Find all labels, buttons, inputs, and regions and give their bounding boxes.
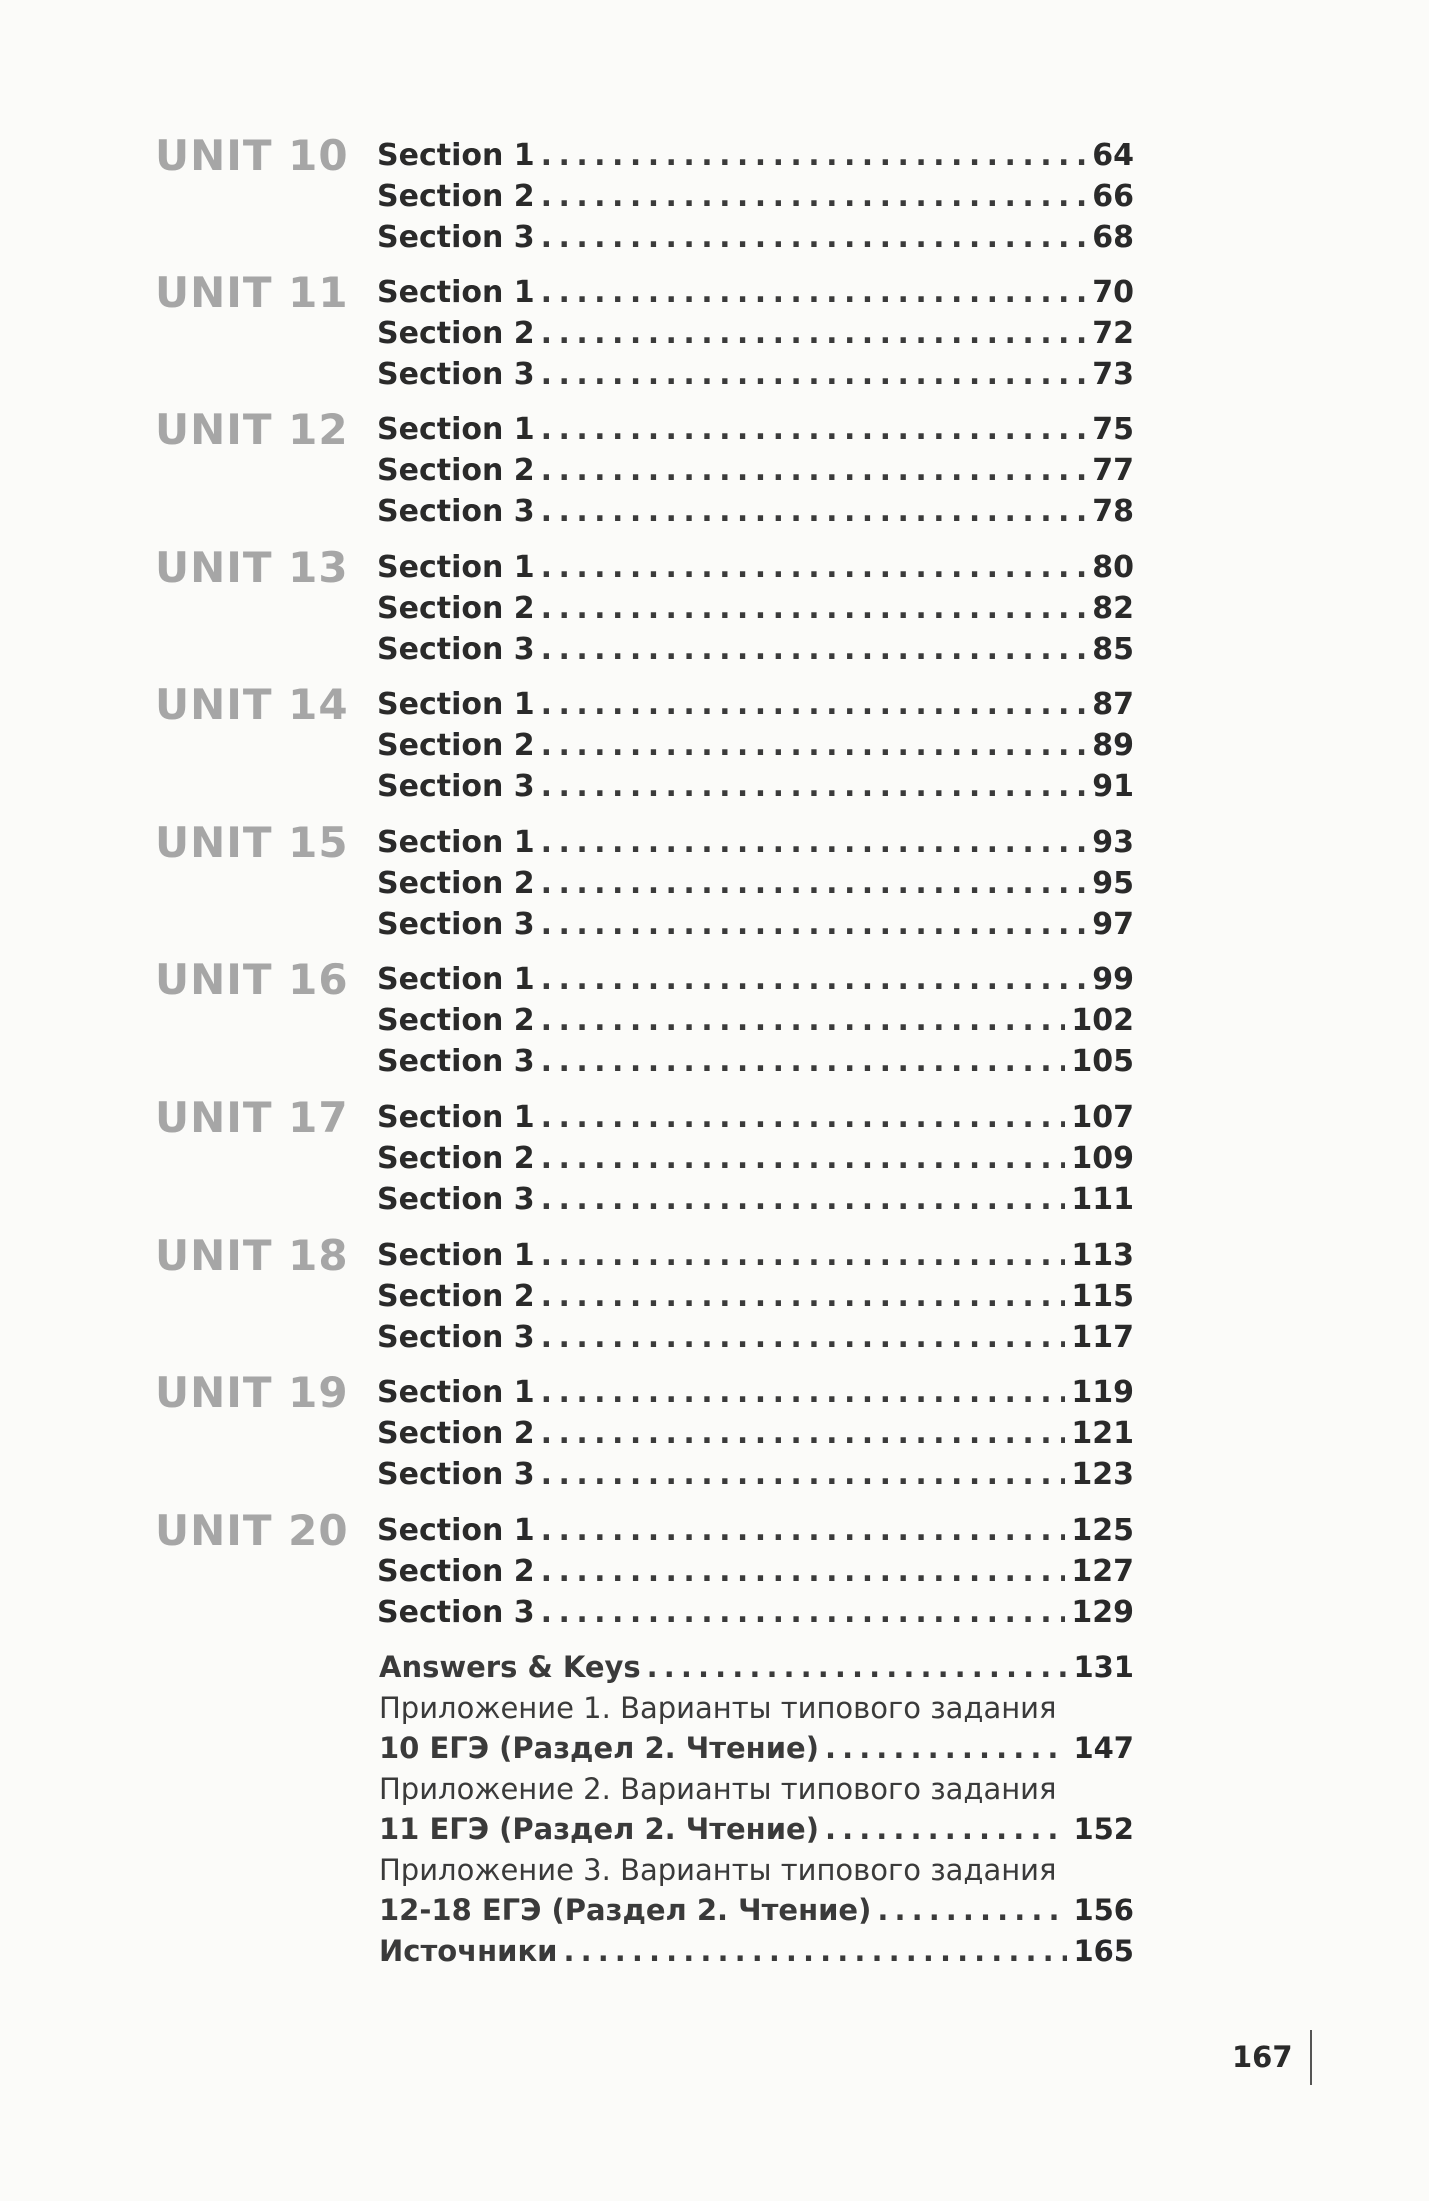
unit-title: UNIT 14 [155, 680, 349, 729]
section-label: Section 1 [377, 1238, 535, 1273]
section-label: Section 1 [377, 1513, 535, 1548]
section-label: Section 3 [377, 1182, 535, 1217]
unit-title: UNIT 15 [155, 818, 349, 867]
page-ref: 93 [1092, 825, 1134, 860]
page-ref: 87 [1092, 687, 1134, 722]
dot-leader [541, 822, 1087, 863]
page-ref: 95 [1092, 866, 1134, 901]
page-ref: 82 [1092, 591, 1134, 626]
dot-leader [541, 629, 1087, 670]
unit-title: UNIT 18 [155, 1231, 349, 1280]
dot-leader [541, 450, 1087, 491]
toc-entry[interactable] [377, 959, 1134, 1000]
dot-leader [541, 409, 1087, 450]
toc-entry[interactable] [377, 1317, 1134, 1358]
page-ref: 152 [1073, 1812, 1134, 1846]
dot-leader [541, 1551, 1066, 1592]
page-ref: 121 [1071, 1416, 1134, 1451]
section-label: Section 3 [377, 494, 535, 529]
page-ref: 165 [1073, 1933, 1134, 1968]
dot-leader [541, 1276, 1066, 1317]
dot-leader [877, 1890, 1067, 1931]
dot-leader [541, 217, 1087, 258]
dot-leader [541, 176, 1087, 217]
section-label: Section 2 [377, 591, 535, 626]
dot-leader [541, 1454, 1066, 1495]
section-label: Section 3 [377, 769, 535, 804]
toc-entry[interactable] [377, 1000, 1134, 1041]
section-label: Section 2 [377, 1416, 535, 1451]
section-label: Section 3 [377, 1320, 535, 1355]
page-ref: 102 [1071, 1003, 1134, 1038]
dot-leader [541, 1413, 1066, 1454]
dot-leader [541, 588, 1087, 629]
toc-entry[interactable] [377, 725, 1134, 766]
toc-entry[interactable] [377, 354, 1134, 395]
section-label: Section 3 [377, 632, 535, 667]
page-ref: 123 [1071, 1457, 1134, 1492]
section-list [377, 684, 1134, 807]
entry-label: Источники [379, 1933, 558, 1968]
dot-leader [541, 904, 1087, 945]
section-label: Section 3 [377, 220, 535, 255]
entry-label-line: Приложение 3. Варианты типового задания [379, 1852, 1057, 1887]
page-ref: 89 [1092, 728, 1134, 763]
toc-entry[interactable] [377, 863, 1134, 904]
section-label: Section 1 [377, 825, 535, 860]
toc-entry[interactable] [377, 409, 1134, 450]
section-label: Section 2 [377, 1003, 535, 1038]
entry-label: 12-18 ЕГЭ (Раздел 2. Чтение) [379, 1893, 872, 1927]
toc-entry[interactable] [377, 1454, 1134, 1495]
toc-entry[interactable] [377, 547, 1134, 588]
toc-entry[interactable] [377, 766, 1134, 807]
section-label: Section 3 [377, 907, 535, 942]
dot-leader [825, 1728, 1067, 1769]
toc-entry[interactable] [377, 272, 1134, 313]
section-list [377, 135, 1134, 258]
unit-title: UNIT 13 [155, 543, 349, 592]
dot-leader [541, 684, 1087, 725]
page-ref: 109 [1071, 1141, 1134, 1176]
section-label: Section 1 [377, 138, 535, 173]
dot-leader [563, 1931, 1067, 1972]
section-label: Section 1 [377, 412, 535, 447]
unit-title: UNIT 16 [155, 955, 349, 1004]
dot-leader [541, 354, 1087, 395]
section-label: Section 2 [377, 316, 535, 351]
page-ref: 147 [1073, 1731, 1134, 1765]
toc-entry-sources[interactable] [379, 1931, 1134, 1972]
dot-leader [541, 766, 1087, 807]
dot-leader [541, 1592, 1066, 1633]
toc-entry[interactable] [377, 1041, 1134, 1082]
toc-entry[interactable] [377, 217, 1134, 258]
section-label: Section 3 [377, 1595, 535, 1630]
toc-entry[interactable] [377, 450, 1134, 491]
section-label: Section 2 [377, 728, 535, 763]
page-ref: 77 [1092, 453, 1134, 488]
toc-entry[interactable] [377, 1097, 1134, 1138]
entry-label: 10 ЕГЭ (Раздел 2. Чтение) [379, 1731, 819, 1765]
dot-leader [541, 1510, 1066, 1551]
appendix-list [379, 1647, 1134, 1971]
toc-entry[interactable] [377, 1276, 1134, 1317]
dot-leader [541, 1138, 1066, 1179]
unit-title: UNIT 17 [155, 1093, 349, 1142]
page-ref: 111 [1071, 1182, 1134, 1217]
toc-entry[interactable] [377, 588, 1134, 629]
dot-leader [541, 1041, 1066, 1082]
toc-entry[interactable] [377, 176, 1134, 217]
section-label: Section 3 [377, 1044, 535, 1079]
dot-leader [541, 1179, 1066, 1220]
page-ref: 72 [1092, 316, 1134, 351]
section-label: Section 3 [377, 1457, 535, 1492]
page-ref: 127 [1071, 1554, 1134, 1589]
section-label: Section 2 [377, 1554, 535, 1589]
toc-entry-appendix-1[interactable] [379, 1728, 1134, 1769]
section-label: Section 1 [377, 962, 535, 997]
unit-title: UNIT 20 [155, 1506, 349, 1555]
dot-leader [541, 547, 1087, 588]
page-ref: 156 [1073, 1893, 1134, 1927]
page-ref: 107 [1071, 1100, 1134, 1135]
section-list [377, 547, 1134, 670]
toc-entry[interactable] [377, 1592, 1134, 1633]
section-list [377, 1510, 1134, 1633]
dot-leader [541, 1317, 1066, 1358]
entry-label-line: Приложение 1. Варианты типового задания [379, 1690, 1057, 1725]
section-list [377, 409, 1134, 532]
section-list [377, 272, 1134, 395]
dot-leader [541, 491, 1087, 532]
dot-leader [825, 1809, 1067, 1850]
section-list [377, 1097, 1134, 1220]
unit-title: UNIT 19 [155, 1368, 349, 1417]
entry-label: 11 ЕГЭ (Раздел 2. Чтение) [379, 1812, 819, 1846]
page-ref: 80 [1092, 550, 1134, 585]
page-number: 167 [1232, 2040, 1293, 2074]
section-list [377, 1235, 1134, 1358]
page-ref: 91 [1092, 769, 1134, 804]
page-ref: 75 [1092, 412, 1134, 447]
page-ref: 105 [1071, 1044, 1134, 1079]
page-ref: 78 [1092, 494, 1134, 529]
unit-title: UNIT 11 [155, 268, 349, 317]
page-ref: 129 [1071, 1595, 1134, 1630]
toc-entry[interactable] [377, 1235, 1134, 1276]
page-ref: 64 [1092, 138, 1134, 173]
section-label: Section 2 [377, 179, 535, 214]
toc-entry-answers[interactable] [379, 1647, 1134, 1688]
dot-leader [541, 1000, 1066, 1041]
dot-leader [541, 1097, 1066, 1138]
section-label: Section 3 [377, 357, 535, 392]
section-list [377, 1372, 1134, 1495]
page-ref: 85 [1092, 632, 1134, 667]
toc-entry[interactable] [377, 684, 1134, 725]
toc-entry[interactable] [377, 1138, 1134, 1179]
dot-leader [541, 135, 1087, 176]
dot-leader [541, 725, 1087, 766]
unit-title: UNIT 10 [155, 131, 349, 180]
page-ref: 115 [1071, 1279, 1134, 1314]
toc-entry[interactable] [377, 1372, 1134, 1413]
page-ref: 97 [1092, 907, 1134, 942]
toc-entry[interactable] [377, 822, 1134, 863]
dot-leader [541, 272, 1087, 313]
toc-entry[interactable] [377, 1510, 1134, 1551]
unit-title: UNIT 12 [155, 405, 349, 454]
section-label: Section 1 [377, 550, 535, 585]
page-ref: 113 [1071, 1238, 1134, 1273]
entry-label-line: Приложение 2. Варианты типового задания [379, 1771, 1057, 1806]
section-label: Section 1 [377, 1375, 535, 1410]
toc-entry[interactable] [377, 629, 1134, 670]
page-ref: 99 [1092, 962, 1134, 997]
section-list [377, 822, 1134, 945]
section-label: Section 1 [377, 687, 535, 722]
section-label: Section 1 [377, 1100, 535, 1135]
toc-entry[interactable] [377, 313, 1134, 354]
toc-entry[interactable] [377, 1179, 1134, 1220]
section-label: Section 2 [377, 1279, 535, 1314]
section-label: Section 2 [377, 453, 535, 488]
toc-entry-appendix-3[interactable] [379, 1890, 1134, 1931]
toc-entry[interactable] [377, 135, 1134, 176]
toc-entry-appendix-2[interactable] [379, 1809, 1134, 1850]
page-ref: 68 [1092, 220, 1134, 255]
toc-entry[interactable] [377, 1551, 1134, 1592]
section-label: Section 2 [377, 1141, 535, 1176]
dot-leader [541, 313, 1087, 354]
page-ref: 119 [1071, 1375, 1134, 1410]
page-number-divider [1310, 2030, 1312, 2085]
toc-entry[interactable] [377, 904, 1134, 945]
page-ref: 66 [1092, 179, 1134, 214]
entry-label: Answers & Keys [379, 1650, 641, 1684]
dot-leader [541, 1372, 1066, 1413]
page-ref: 131 [1073, 1650, 1134, 1684]
section-label: Section 2 [377, 866, 535, 901]
toc-entry[interactable] [377, 1413, 1134, 1454]
dot-leader [647, 1647, 1068, 1688]
dot-leader [541, 959, 1087, 1000]
toc-entry[interactable] [377, 491, 1134, 532]
page-ref: 125 [1071, 1513, 1134, 1548]
page-ref: 73 [1092, 357, 1134, 392]
page-ref: 117 [1071, 1320, 1134, 1355]
dot-leader [541, 863, 1087, 904]
dot-leader [541, 1235, 1066, 1276]
section-label: Section 1 [377, 275, 535, 310]
section-list [377, 959, 1134, 1082]
page-ref: 70 [1092, 275, 1134, 310]
